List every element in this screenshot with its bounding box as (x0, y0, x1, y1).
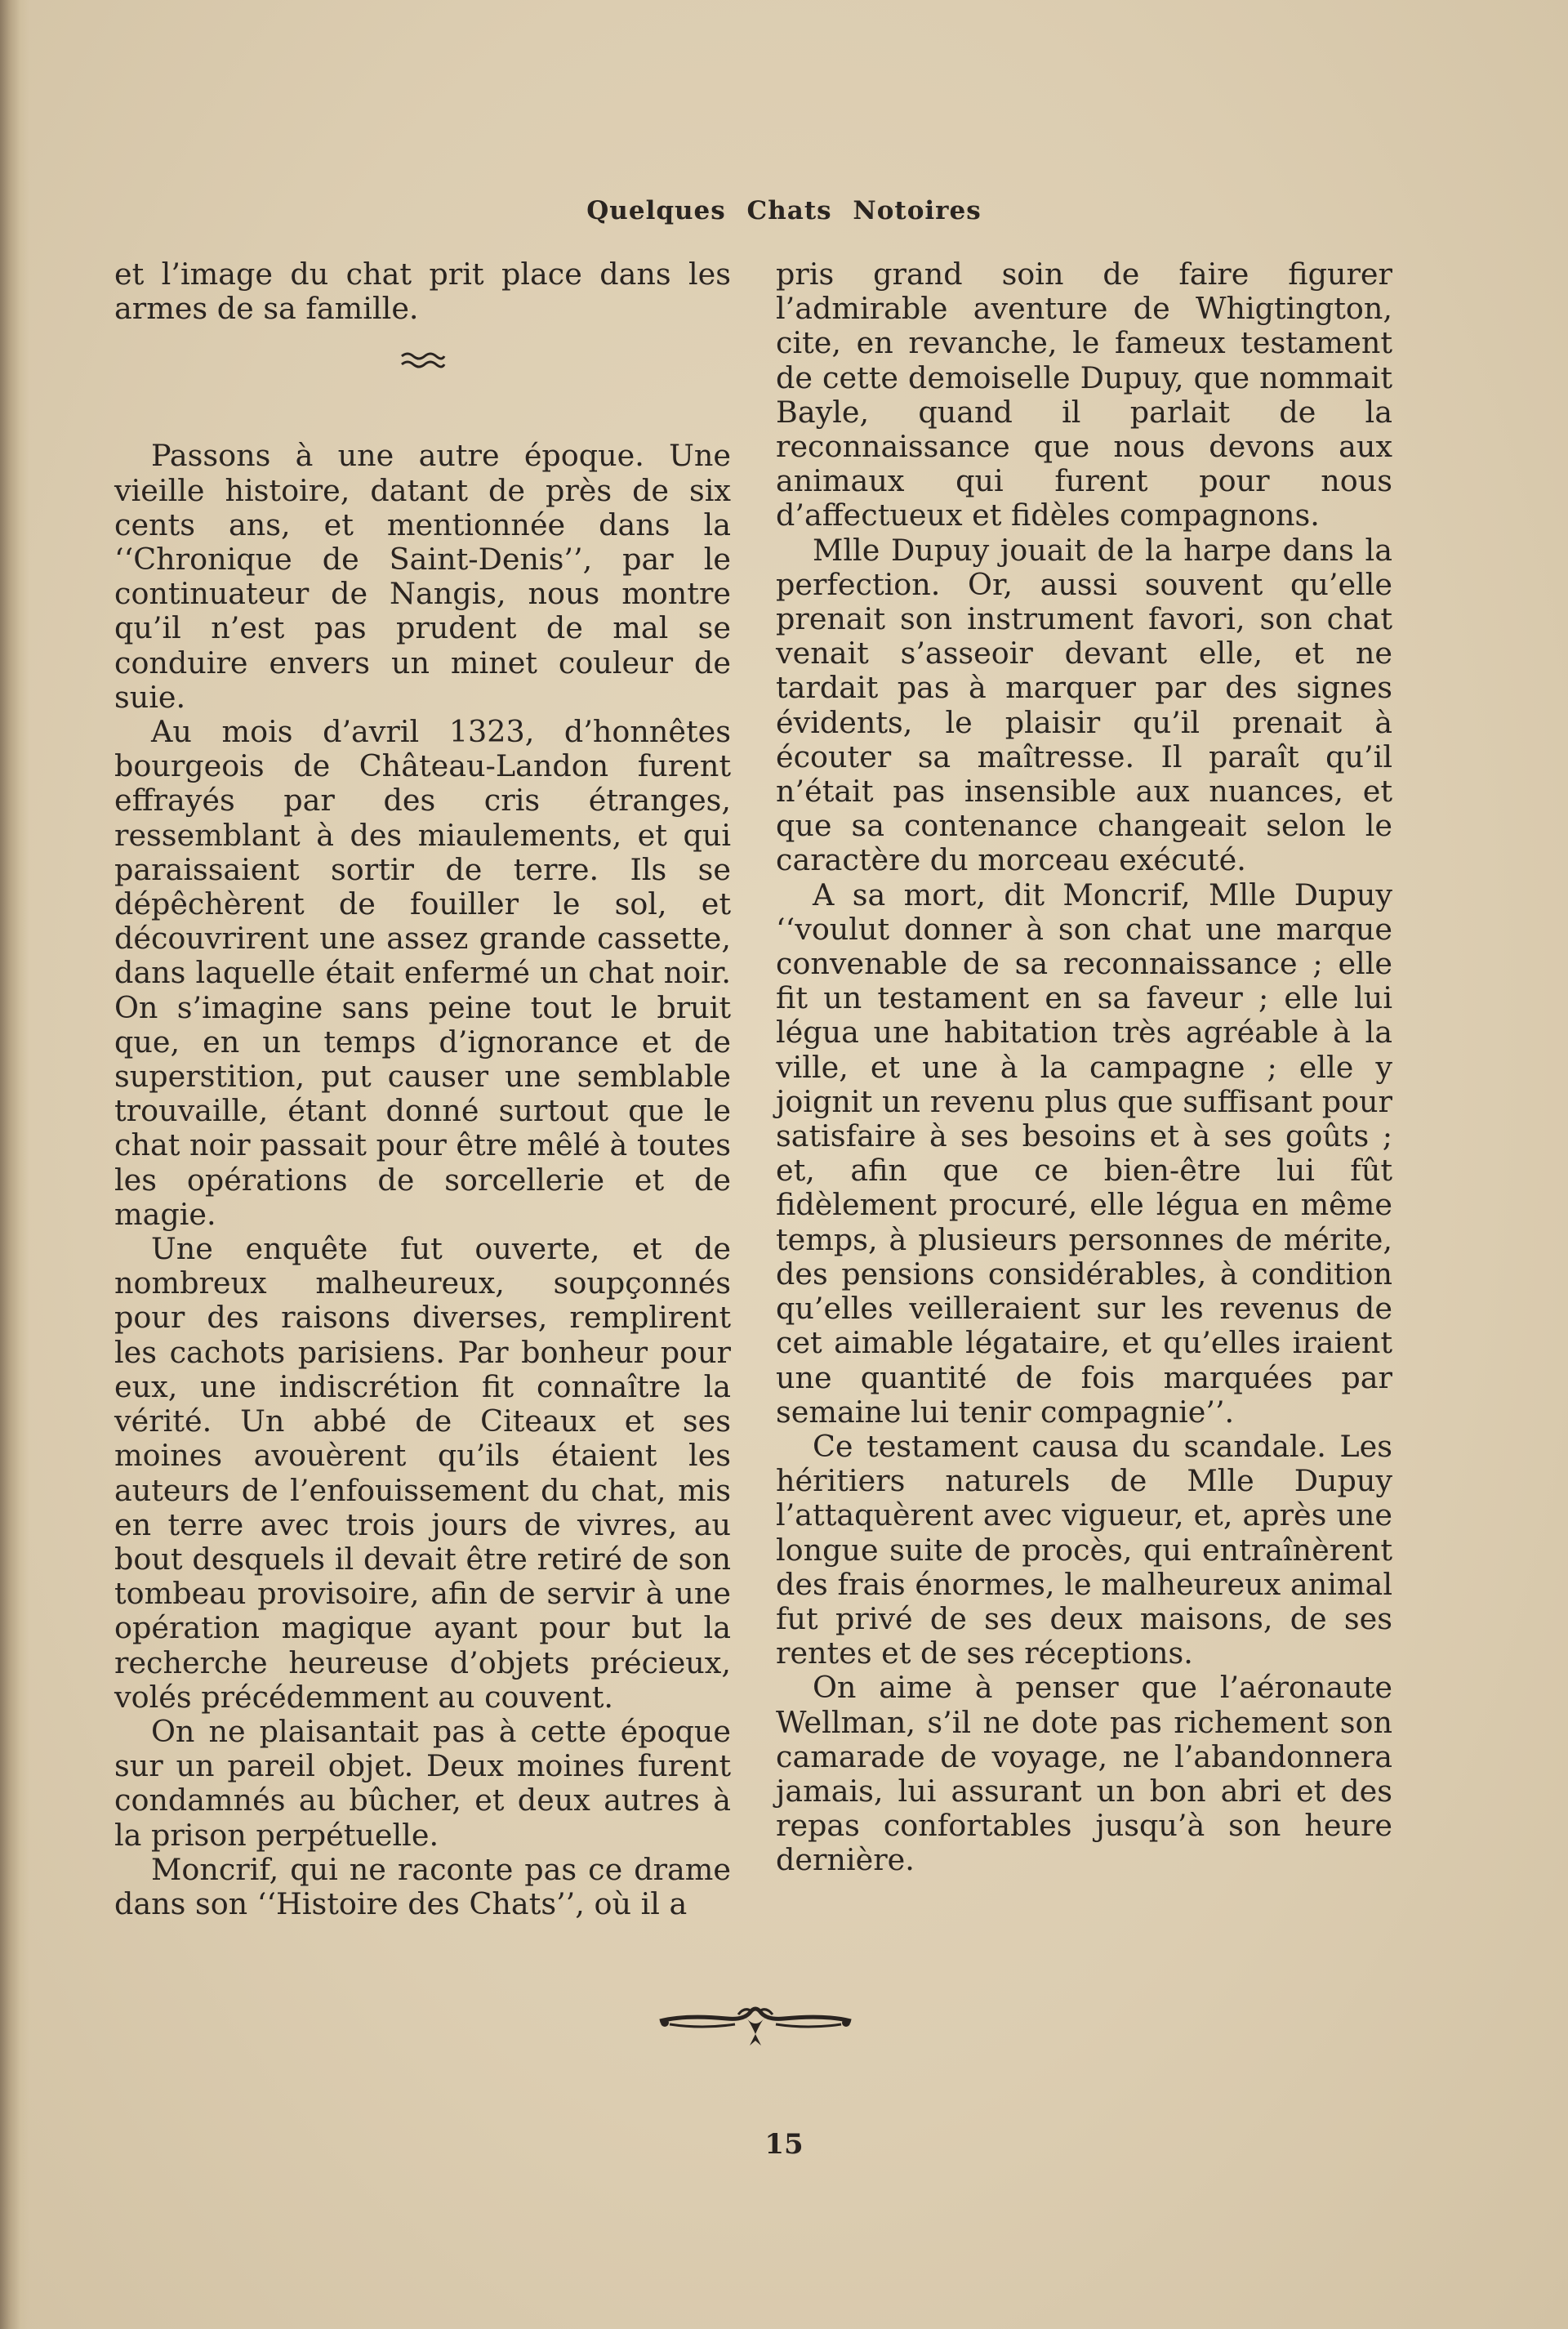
right-column (776, 257, 1392, 1878)
paragraph: Mlle Dupuy jouait de la harpe dans la perfection. Or, aussi souvent qu’elle prenait son instrument favori, son chat venait s’asseoir devant elle, et ne tardait pas à marquer par des signes évidents, le plaisir qu’il prenait à écouter sa maîtresse. Il paraît qu’il n’était pas insensible aux nuances, et que sa contenance changeait selon le caractère du morceau exécuté. (776, 532, 1392, 878)
page-number: 15 (764, 2128, 804, 2161)
paragraph: Ce testament causa du scandale. Les héritiers naturels de Mlle Dupuy l’attaquèrent avec vigueur, et, après une longue suite de procès, qui entraînèrent des frais énormes, le malheureux animal fut privé de ses deux maisons, de ses rentes et de ses réceptions. (776, 1428, 1392, 1671)
scroll-tailpiece-icon (653, 1993, 858, 2050)
paragraph: On aime à penser que l’aéronaute Wellman, s’il ne dote pas richement son camarade de voyage, ne l’abandonnera jamais, lui assurant un bon abri et des repas confortables jusqu’à son heure dernière. (776, 1670, 1392, 1878)
paragraph: On ne plaisantait pas à cette époque sur un pareil objet. Deux moines furent condamnés au bûcher, et deux autres à la prison perpétuelle. (114, 1713, 731, 1853)
paragraph: Moncrif, qui ne raconte pas ce drame dans son ‘‘Histoire des Chats’’, où il a (114, 1851, 731, 1921)
paragraph: et l’image du chat prit place dans les armes de sa famille. (114, 257, 731, 327)
paragraph: Au mois d’avril 1323, d’honnêtes bourgeois de Château-Landon furent effrayés par des cris étranges, ressemblant à des miaulements, et qui paraissaient sortir de terre. Ils se dépêchèrent de fouiller le sol, et découvrirent une assez grande cassette, dans laquelle était enfermé un chat noir. On s’imagine sans peine tout le bruit que, en un temps d’ignorance et de superstition, put causer une semblable trouvaille, étant donné surtout que le chat noir passait pour être mêlé à toutes les opérations de sorcellerie et de magie. (114, 714, 731, 1232)
paragraph: Passons à une autre époque. Une vieille histoire, datant de près de six cents ans, et mentionnée dans la ‘‘Chronique de Saint-Denis’’, par le continuateur de Nangis, nous montre qu’il n’est pas prudent de mal se conduire envers un minet couleur de suie. (114, 438, 731, 715)
left-column (114, 257, 731, 1921)
paragraph: Une enquête fut ouverte, et de nombreux malheureux, soupçonnés pour des raisons diverses, remplirent les cachots parisiens. Par bonheur pour eux, une indiscrétion fit connaître la vérité. Un abbé de Citeaux et ses moines avouèrent qu’ils étaient les auteurs de l’enfouissement du chat, mis en terre avec trois jours de vivres, au bout desquels il devait être retiré de son tombeau provisoire, afin de servir à une opération magique ayant pour but la recherche heureuse d’objets précieux, volés précédemment au couvent. (114, 1231, 731, 1715)
paragraph: pris grand soin de faire figurer l’admirable aventure de Whigtington, cite, en revanche, le fameux testament de cette demoiselle Dupuy, que nommait Bayle, quand il parlait de la reconnaissance que nous devons aux animaux qui furent pour nous d’affectueux et fidèles compagnons. (776, 257, 1392, 533)
section-break (114, 344, 731, 385)
wavy-fleuron-icon (400, 350, 446, 371)
running-head: Quelques Chats Notoires (586, 196, 982, 225)
page-spine-shadow (0, 0, 29, 2329)
paragraph: A sa mort, dit Moncrif, Mlle Dupuy ‘‘voulut donner à son chat une marque convenable de sa reconnaissance ; elle fit un testament en sa faveur ; elle lui légua une habitation très agréable à la ville, et une à la campagne ; elle y joignit un revenu plus que suffisant pour satisfaire à ses besoins et à ses goûts ; et, afin que ce bien-être lui fût fidèlement procuré, elle légua en même temps, à plusieurs personnes de mérite, des pensions considérables, à condition qu’elles veilleraient sur les revenus de cet aimable légataire, et qu’elles iraient une quantité de fois marquées par semaine lui tenir compagnie’’. (776, 877, 1392, 1430)
